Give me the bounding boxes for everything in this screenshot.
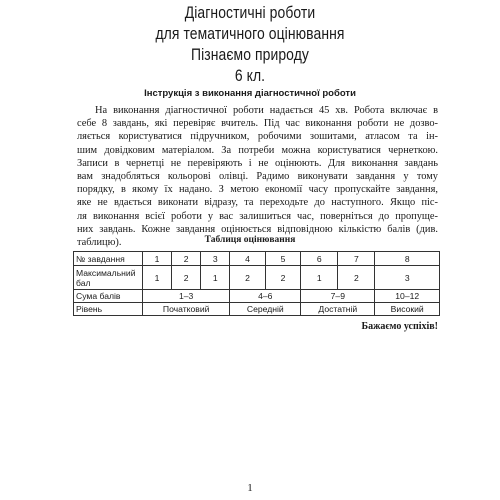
task-number-cell: 2 (172, 252, 201, 266)
grading-table (73, 251, 440, 316)
level-cell: Початковий (143, 303, 230, 316)
task-number-cell: 8 (375, 252, 440, 266)
task-number-cell: 3 (201, 252, 230, 266)
table-caption: Таблиця оцінювання (204, 235, 296, 245)
table-row-task-numbers (74, 252, 440, 266)
title-line-1: Діагностичні роботи (184, 3, 316, 22)
instructions-paragraph (77, 104, 438, 249)
sum-range-cell: 7–9 (301, 290, 375, 303)
max-points-cell: 3 (375, 266, 440, 290)
max-points-cell: 2 (172, 266, 201, 290)
title-line-2: для тематичного оцінювання (155, 24, 345, 43)
instructions-line: порядку, в якому їх надано. З метою економії часу пропускайте завдання, (77, 184, 438, 196)
table-row-max-points (74, 266, 440, 290)
max-points-cell: 1 (201, 266, 230, 290)
row-label-max-points: Максимальний бал (74, 266, 143, 290)
level-cell: Високий (375, 303, 440, 316)
task-number-cell: 5 (265, 252, 300, 266)
title-line-4-grade: 6 кл. (234, 66, 266, 85)
row-label-sum: Сума балів (74, 290, 143, 303)
instructions-line: ляється користуватися підручником, робочими зошитами, атласом та ін- (77, 131, 438, 143)
max-points-cell: 2 (338, 266, 375, 290)
table-row-level (74, 303, 440, 316)
row-label-level: Рівень (74, 303, 143, 316)
level-cell: Середній (230, 303, 301, 316)
title-line-3: Пізнаємо природу (190, 45, 309, 64)
instructions-line: ля виконання всієї роботи у вас залишиться час, поверніться до пропуще- (77, 210, 438, 222)
instructions-line: Записи в чернетці не перевіряють і не оцінюють. Для виконання завдань (77, 157, 438, 169)
row-label-task: № завдання (74, 252, 143, 266)
instructions-line: себе 8 завдань, які перевіряє вчитель. Під час виконання роботи не дозво- (77, 118, 438, 130)
task-number-cell: 6 (301, 252, 338, 266)
level-cell: Достатній (301, 303, 375, 316)
instructions-line: них завдань. Кожне завдання оцінюється відповідною кількістю балів (див. (77, 223, 438, 235)
max-points-cell: 2 (265, 266, 300, 290)
max-points-cell: 1 (143, 266, 172, 290)
instructions-line: яке не вдається виконати відразу, та переходьте до наступного. Якщо піс- (77, 197, 438, 209)
max-points-cell: 2 (230, 266, 265, 290)
instructions-line: вам знадобляться кольорові олівці. Радимо виконувати завдання у тому (77, 171, 438, 183)
sum-range-cell: 1–3 (143, 290, 230, 303)
max-points-cell: 1 (301, 266, 338, 290)
sum-range-cell: 4–6 (230, 290, 301, 303)
task-number-cell: 7 (338, 252, 375, 266)
instructions-line: шим довідковим матеріалом. За потреби можна користуватися чернеткою. (77, 144, 438, 156)
sum-range-cell: 10–12 (375, 290, 440, 303)
task-number-cell: 1 (143, 252, 172, 266)
farewell-text: Бажаємо успіхів! (361, 321, 438, 332)
instructions-heading: Інструкція з виконання діагностичної роботи (144, 88, 356, 99)
task-number-cell: 4 (230, 252, 265, 266)
page-number: 1 (247, 482, 253, 494)
instructions-line: таблицю). (77, 237, 122, 249)
instructions-line: На виконання діагностичної роботи надається 45 хв. Робота включає в (95, 105, 438, 116)
table-row-sum (74, 290, 440, 303)
